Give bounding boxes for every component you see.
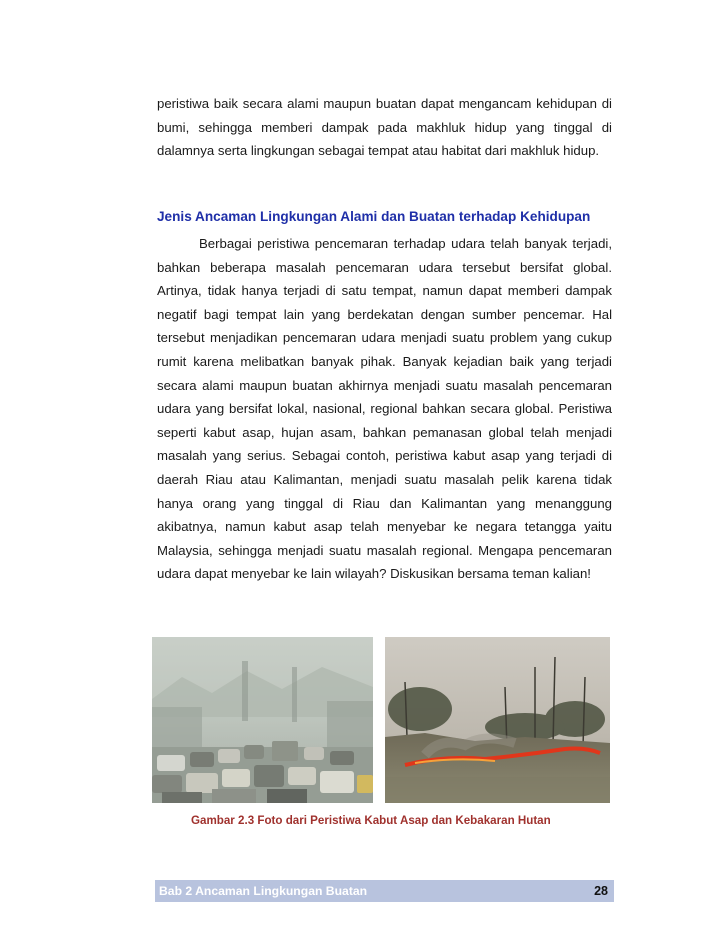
figure-caption: Gambar 2.3 Foto dari Peristiwa Kabut Asap dan Kebakaran Hutan — [191, 814, 551, 827]
footer-chapter-title: Bab 2 Ancaman Lingkungan Buatan — [159, 884, 368, 898]
haze-traffic-photo — [152, 637, 373, 803]
forest-fire-photo — [385, 637, 610, 803]
page-number: 28 — [594, 884, 608, 898]
body-paragraph: Berbagai peristiwa pencemaran terhadap udara telah banyak terjadi, bahkan beberapa masalah pencemaran udara tersebut bersifat global. Artinya, tidak hanya terjadi di satu tempat, namun dapat memberi dampak negatif bagi tempat lain yang berdekatan dengan sumber pencemar. Hal tersebut menjadikan pencemaran udara menjadi suatu problem yang cukup rumit karena melibatkan banyak pihak. Banyak kejadian baik yang terjadi secara alami maupun buatan akhirnya menjadi suatu masalah pencemaran udara yang bersifat lokal, nasional, regional bahkan secara global. Peristiwa seperti kabut asap, hujan asam, bahkan pemanasan global telah menjadi masalah yang serius. Sebagai contoh, peristiwa kabut asap yang terjadi di daerah Riau atau Kalimantan, menjadi suatu masalah pelik karena tidak hanya orang yang tinggal di Riau dan Kalimantan yang menanggung akibatnya, namun kabut asap telah menyebar ke negara tetangga yaitu Malaysia, sehingga menjadi suatu masalah regional. Mengapa pencemaran udara dapat menyebar ke lain wilayah? Diskusikan bersama teman kalian! — [157, 236, 612, 582]
intro-paragraph: peristiwa baik secara alami maupun buatan dapat mengancam kehidupan di bumi, sehingga memberi dampak pada makhluk hidup yang tinggal di dalamnya serta lingkungan sebagai tempat atau habitat dari makhluk hidup. — [157, 96, 612, 159]
page-footer — [155, 880, 614, 902]
section-heading: Jenis Ancaman Lingkungan Alami dan Buatan terhadap Kehidupan — [157, 209, 591, 224]
